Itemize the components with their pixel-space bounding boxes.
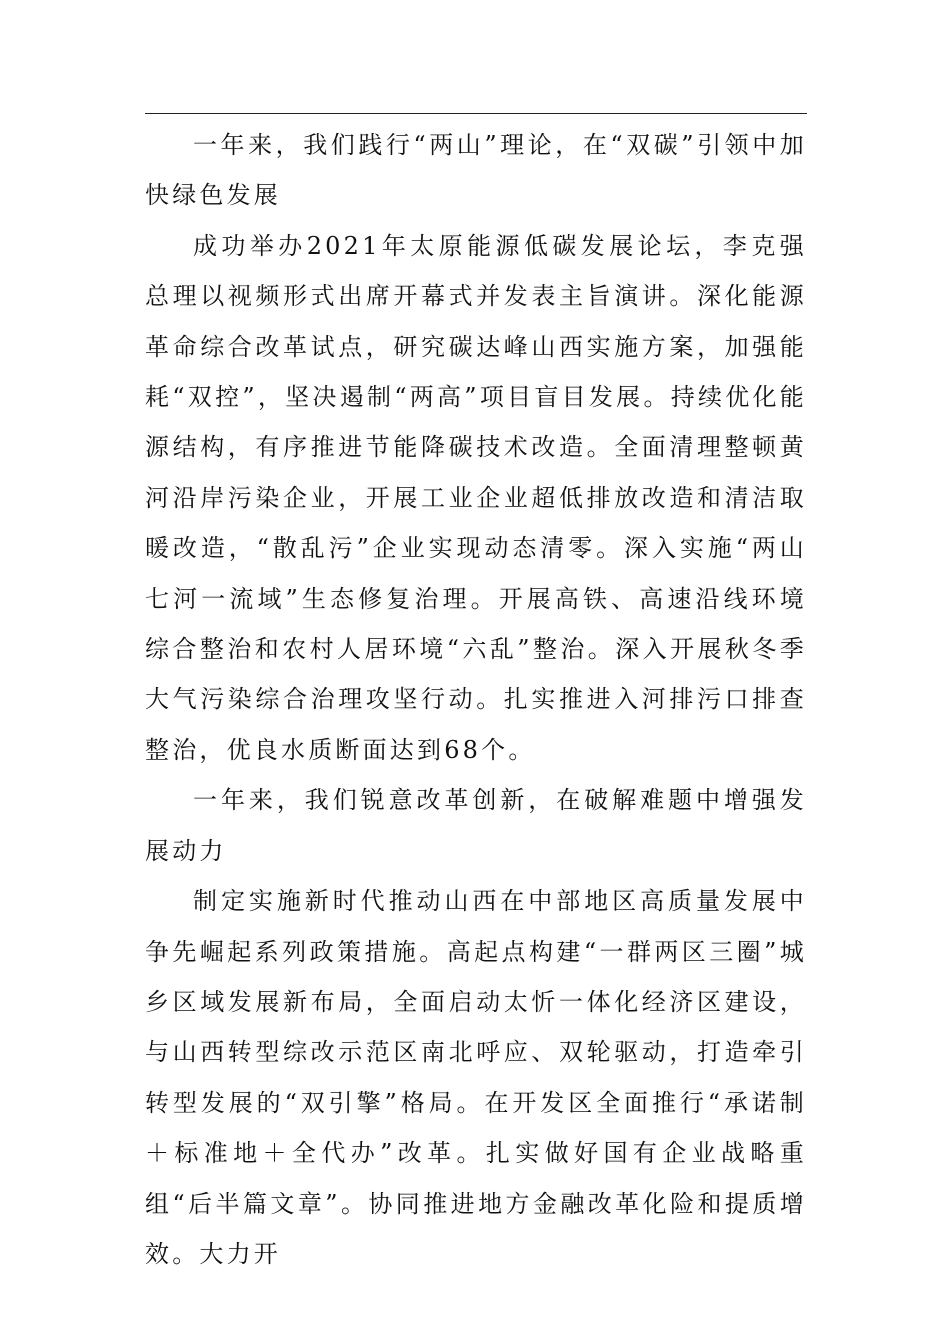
paragraph-green-development-body: 成功举办2021年太原能源低碳发展论坛，李克强总理以视频形式出席开幕式并发表主旨演讲。深化能源革命综合改革试点，研究碳达峰山西实施方案，加强能耗“双控”，坚决遏制“两高”项目盲目发展。持续优化能源结构，有序推进节能降碳技术改造。全面清理整顿黄河沿岸污染企业，开展工业企业超低排放改造和清洁取暖改造，“散乱污”企业实现动态清零。深入实施“两山七河一流域”生态修复治理。开展高铁、高速沿线环境综合整治和农村人居环境“六乱”整治。深入开展秋冬季大气污染综合治理攻坚行动。扎实推进入河排污口排查整治，优良水质断面达到68个。: [145, 231, 807, 764]
header-rule: [145, 113, 807, 114]
document-body: [145, 120, 807, 1279]
paragraph-reform-innovation-heading: 一年来，我们锐意改革创新，在破解难题中增强发展动力: [145, 786, 807, 865]
paragraph-reform-innovation-body: 制定实施新时代推动山西在中部地区高质量发展中争先崛起系列政策措施。高起点构建“一群两区三圈”城乡区域发展新布局，全面启动太忻一体化经济区建设，与山西转型综改示范区南北呼应、双轮驱动，打造牵引转型发展的“双引擎”格局。在开发区全面推行“承诺制＋标准地＋全代办”改革。扎实做好国有企业战略重组“后半篇文章”。协同推进地方金融改革化险和提质增效。大力开: [145, 887, 807, 1268]
paragraph-green-development-heading: 一年来，我们践行“两山”理论，在“双碳”引领中加快绿色发展: [145, 131, 807, 210]
